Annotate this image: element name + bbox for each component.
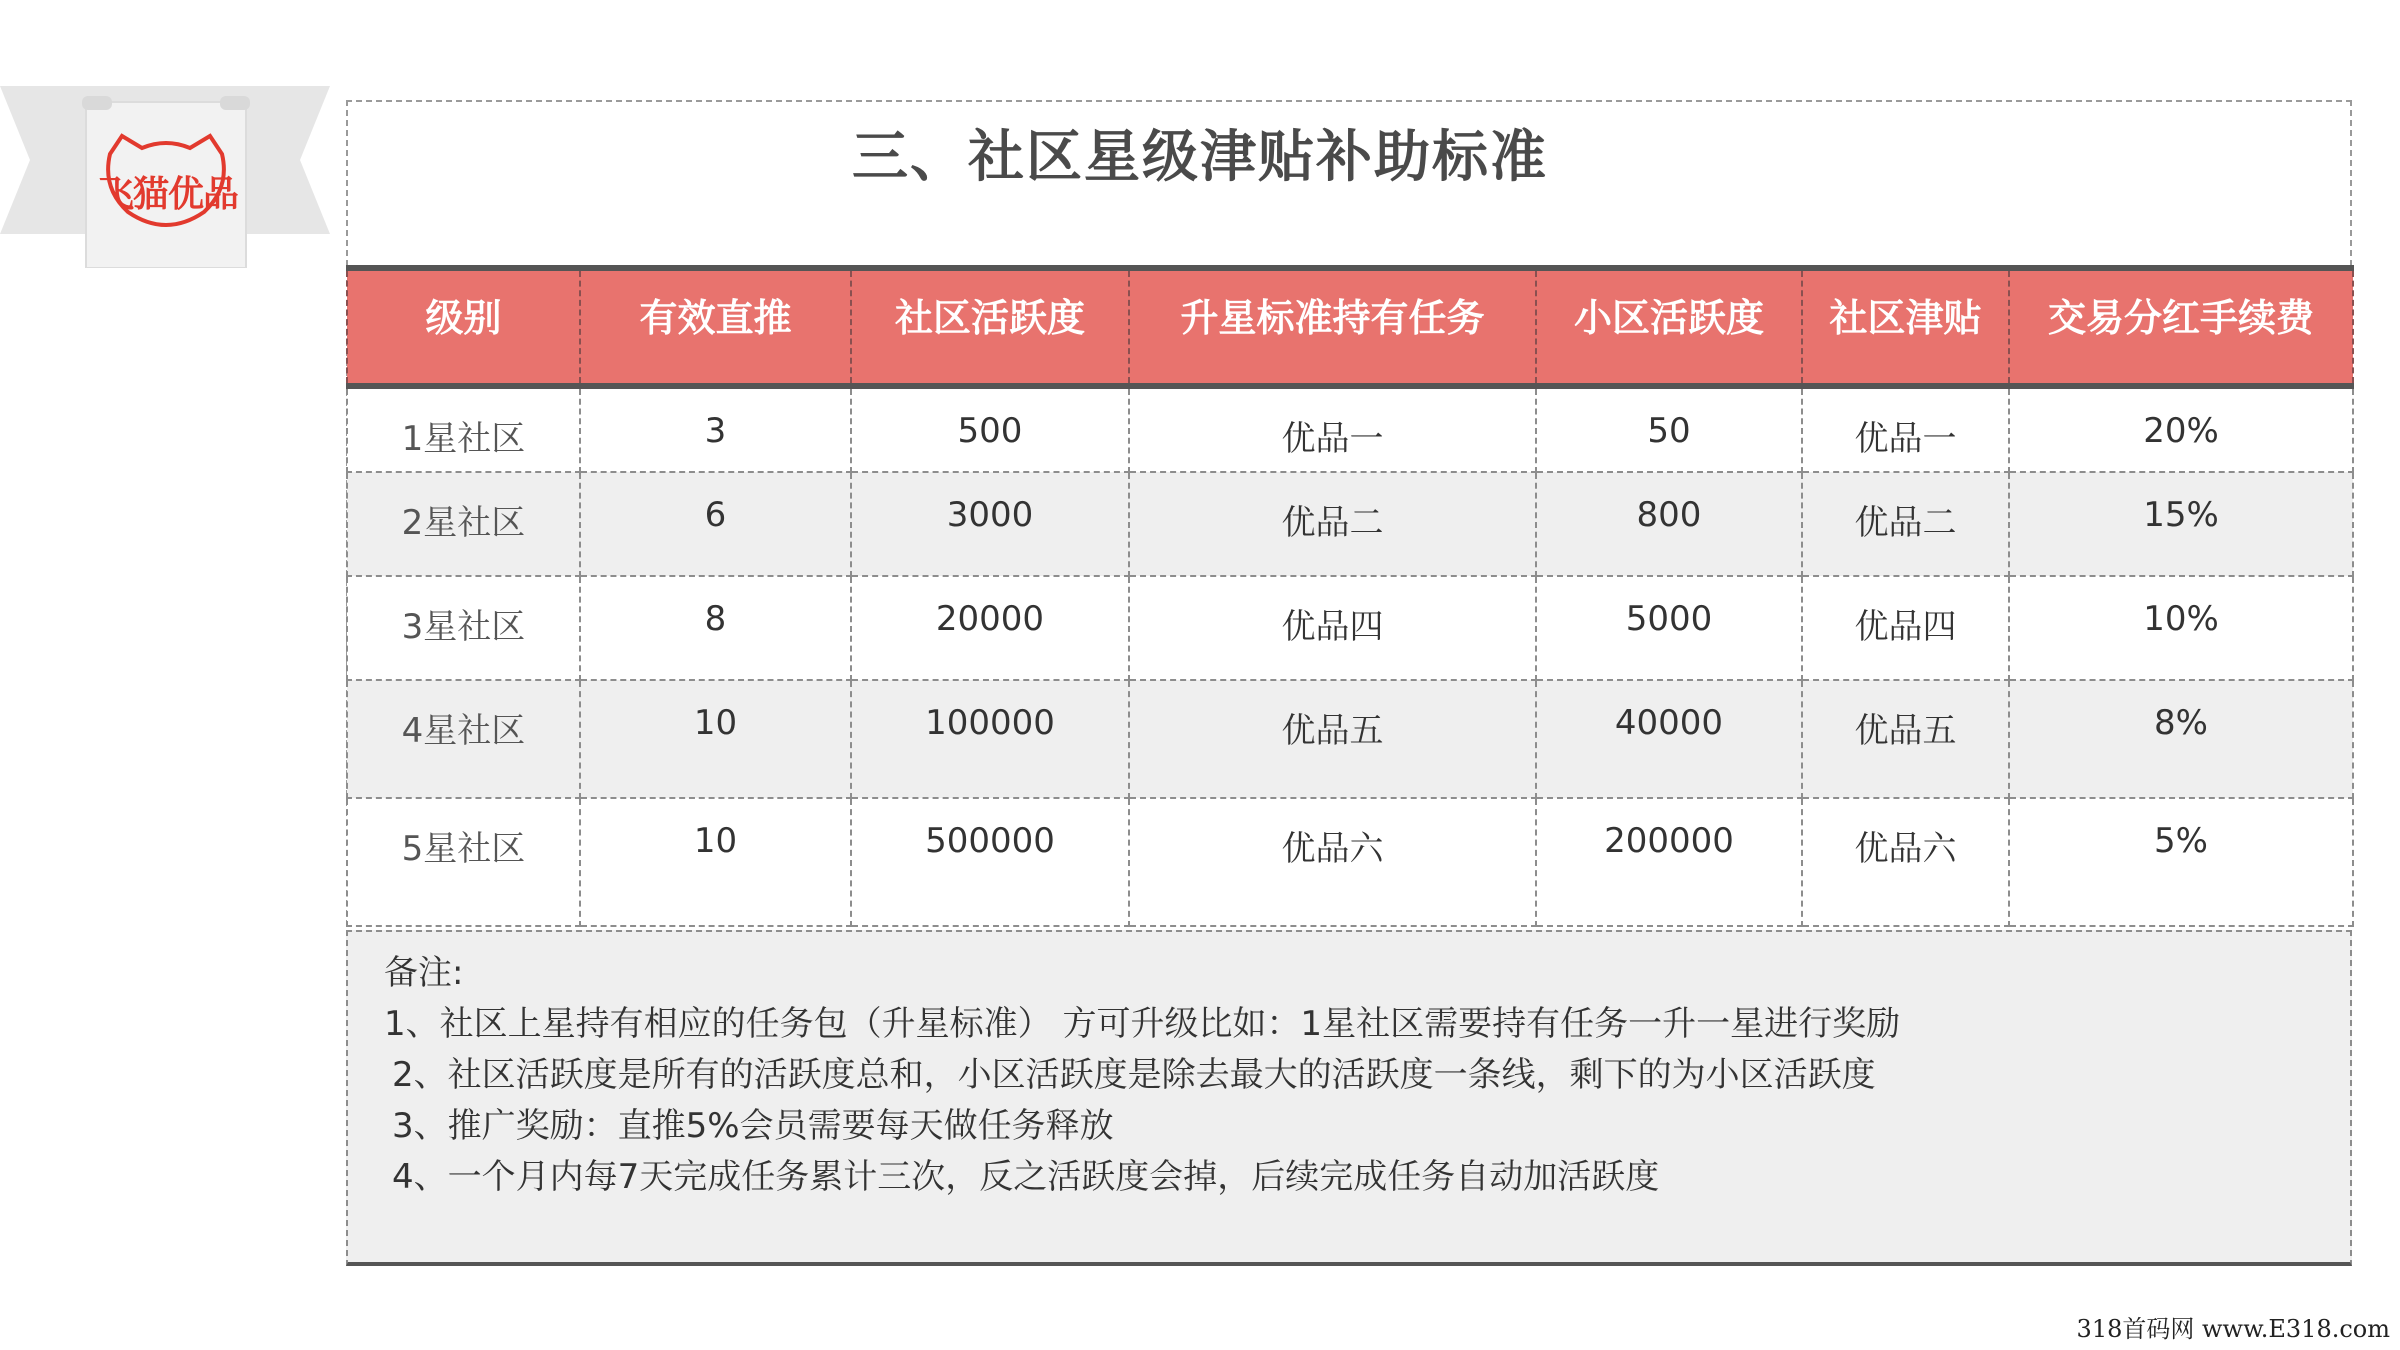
cell-direct: 10 [580, 798, 851, 926]
cell-fee: 10% [2009, 576, 2353, 680]
notes-section [346, 930, 2352, 1266]
notes-line: 4、一个月内每7天完成任务累计三次，反之活跃度会掉，后续完成任务自动加活跃度 [392, 1157, 1660, 1197]
table-header-row [347, 268, 2353, 386]
header-upgrade-task: 升星标准持有任务 [1129, 268, 1536, 386]
table-row [347, 798, 2353, 926]
page-title: 三、社区星级津贴补助标准 [852, 125, 1548, 190]
cell-community-activity: 500000 [851, 798, 1129, 926]
notes-line: 3、推广奖励：直推5%会员需要每天做任务释放 [392, 1106, 1114, 1146]
watermark: 318首码网 www.E318.com [2076, 1315, 2390, 1343]
cell-district-activity: 5000 [1536, 576, 1802, 680]
cell-allowance: 优品四 [1802, 576, 2009, 680]
notes-heading: 备注: [384, 953, 464, 993]
cell-allowance: 优品六 [1802, 798, 2009, 926]
cell-district-activity: 200000 [1536, 798, 1802, 926]
cell-direct: 10 [580, 680, 851, 798]
cell-fee: 8% [2009, 680, 2353, 798]
subsidy-table [346, 265, 2354, 927]
table-row [347, 386, 2353, 472]
cell-task: 优品二 [1129, 472, 1536, 576]
cell-fee: 5% [2009, 798, 2353, 926]
cell-district-activity: 40000 [1536, 680, 1802, 798]
notes-line: 2、社区活跃度是所有的活跃度总和，小区活跃度是除去最大的活跃度一条线，剩下的为小区活跃度 [392, 1055, 1876, 1095]
cell-direct: 8 [580, 576, 851, 680]
cell-allowance: 优品二 [1802, 472, 2009, 576]
cell-level: 1星社区 [347, 386, 580, 472]
header-level: 级别 [347, 268, 580, 386]
notes-line: 1、社区上星持有相应的任务包（升星标准） 方可升级比如：1星社区需要持有任务一升一星进行奖励 [384, 1004, 1901, 1044]
cell-level: 5星社区 [347, 798, 580, 926]
cell-task: 优品五 [1129, 680, 1536, 798]
header-direct-referrals: 有效直推 [580, 268, 851, 386]
cell-level: 4星社区 [347, 680, 580, 798]
table-row [347, 576, 2353, 680]
cell-district-activity: 800 [1536, 472, 1802, 576]
cell-community-activity: 100000 [851, 680, 1129, 798]
cell-fee: 20% [2009, 386, 2353, 472]
header-district-activity: 小区活跃度 [1536, 268, 1802, 386]
table-row [347, 680, 2353, 798]
cell-level: 3星社区 [347, 576, 580, 680]
cell-task: 优品一 [1129, 386, 1536, 472]
table-row [347, 472, 2353, 576]
header-community-activity: 社区活跃度 [851, 268, 1129, 386]
cell-task: 优品六 [1129, 798, 1536, 926]
cell-district-activity: 50 [1536, 386, 1802, 472]
header-community-allowance: 社区津贴 [1802, 268, 2009, 386]
cell-task: 优品四 [1129, 576, 1536, 680]
cell-fee: 15% [2009, 472, 2353, 576]
cell-direct: 3 [580, 386, 851, 472]
cell-direct: 6 [580, 472, 851, 576]
cell-level: 2星社区 [347, 472, 580, 576]
cell-community-activity: 20000 [851, 576, 1129, 680]
cell-allowance: 优品一 [1802, 386, 2009, 472]
cell-community-activity: 500 [851, 386, 1129, 472]
cell-allowance: 优品五 [1802, 680, 2009, 798]
cell-community-activity: 3000 [851, 472, 1129, 576]
header-trade-dividend-fee: 交易分红手续费 [2009, 268, 2353, 386]
logo-text: 飞猫优品 [97, 174, 238, 215]
